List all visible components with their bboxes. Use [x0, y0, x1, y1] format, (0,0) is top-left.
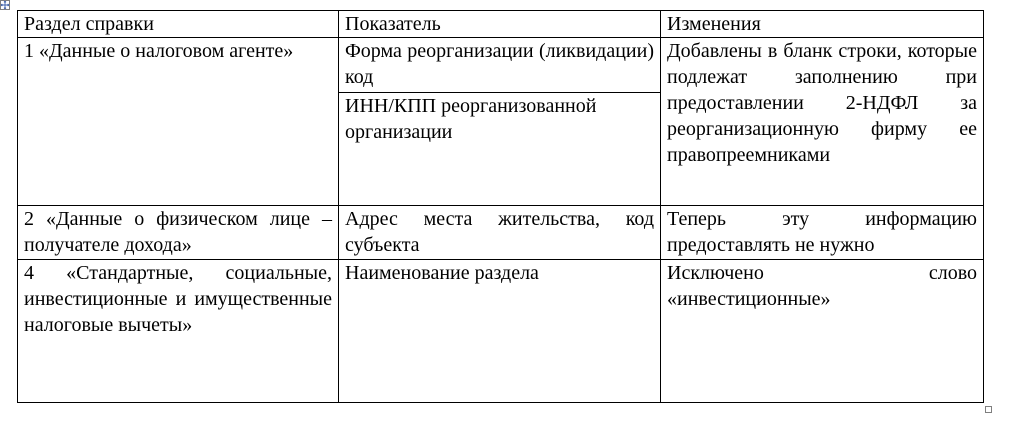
cell-indicator: ИНН/КПП реорганизованной организации — [339, 93, 661, 206]
cell-indicator: Наименование раздела — [339, 260, 661, 403]
header-section: Раздел справки — [18, 11, 339, 38]
table-row — [18, 206, 984, 260]
cell-section: 2 «Данные о физическом лице – получателе дохода» — [18, 206, 339, 260]
cell-section: 4 «Стандартные, социальные, инвестиционные и имущественные налоговые вычеты» — [18, 260, 339, 403]
table-row — [18, 260, 984, 403]
cell-indicator: Адрес места жительства, код субъекта — [339, 206, 661, 260]
cell-section: 1 «Данные о налоговом агенте» — [18, 38, 339, 206]
header-changes: Изменения — [661, 11, 984, 38]
cell-change: Добавлены в бланк строки, которые подлежат заполнению при предоставлении 2-НДФЛ за реорганизационную фирму ее правопреемниками — [661, 38, 984, 206]
table-header-row — [18, 11, 984, 38]
cell-change: Теперь эту информацию предоставлять не нужно — [661, 206, 984, 260]
table-move-handle-icon[interactable] — [0, 0, 10, 10]
help-sections-table — [17, 10, 984, 403]
header-indicator: Показатель — [339, 11, 661, 38]
cell-change: Исключено слово «инвестиционные» — [661, 260, 984, 403]
table-row — [18, 38, 984, 93]
cell-indicator: Форма реорганизации (ликвидации) код — [339, 38, 661, 93]
table-resize-handle-icon[interactable] — [985, 406, 992, 413]
